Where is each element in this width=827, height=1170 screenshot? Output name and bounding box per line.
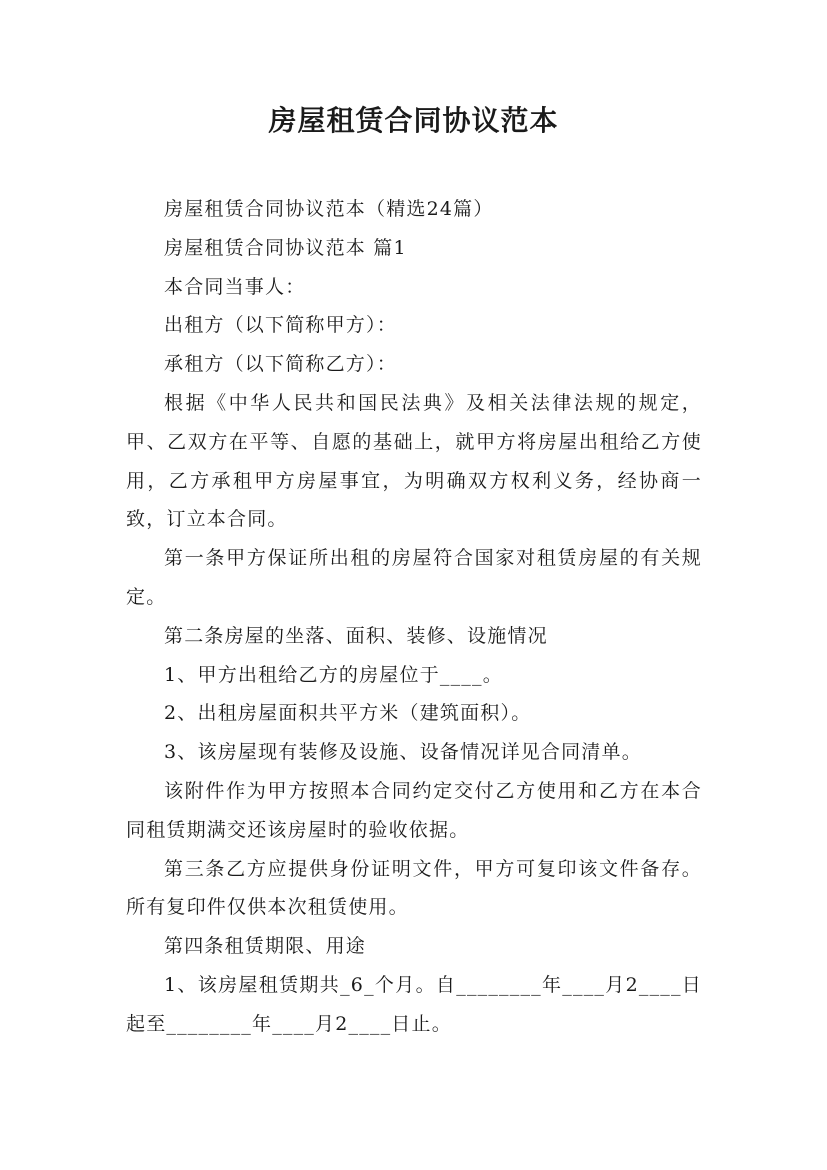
paragraph-lessee: 承租方（以下简称乙方）： [164,353,397,376]
paragraph-lessor: 出租方（以下简称甲方）： [164,314,397,337]
paragraph-section-heading: 房屋租赁合同协议范本 篇1 [164,236,407,259]
document-body [126,190,702,1044]
paragraph-subtitle: 房屋租赁合同协议范本（精选24篇） [164,198,494,220]
paragraph-article-2-item-1: 1、甲方出租给乙方的房屋位于____。 [164,663,503,686]
paragraph-article-2: 第二条房屋的坐落、面积、装修、设施情况 [164,624,548,647]
paragraph-article-2-item-3: 3、该房屋现有装修及设施、设备情况详见合同清单。 [164,741,642,764]
paragraph-annex-note: 该附件作为甲方按照本合同约定交付乙方使用和乙方在本合同租赁期满交还该房屋时的验收依据。 [126,779,702,841]
paragraph-article-4-item-1: 1、该房屋租赁期共_6_个月。自________年____月2____日起至________年____月2____日止。 [126,973,702,1035]
paragraph-parties-heading: 本合同当事人： [164,275,306,298]
document-title: 房屋租赁合同协议范本 [268,104,559,137]
paragraph-preamble: 根据《中华人民共和国民法典》及相关法律法规的规定，甲、乙双方在平等、自愿的基础上，就甲方将房屋出租给乙方使用，乙方承租甲方房屋事宜，为明确双方权利义务，经协商一致，订立本合同。 [126,391,702,531]
paragraph-article-4: 第四条租赁期限、用途 [164,935,367,958]
paragraph-article-3: 第三条乙方应提供身份证明文件，甲方可复印该文件备存。所有复印件仅供本次租赁使用。 [126,857,702,919]
paragraph-article-1: 第一条甲方保证所出租的房屋符合国家对租赁房屋的有关规定。 [126,547,702,608]
paragraph-article-2-item-2: 2、出租房屋面积共平方米（建筑面积）。 [164,702,532,725]
